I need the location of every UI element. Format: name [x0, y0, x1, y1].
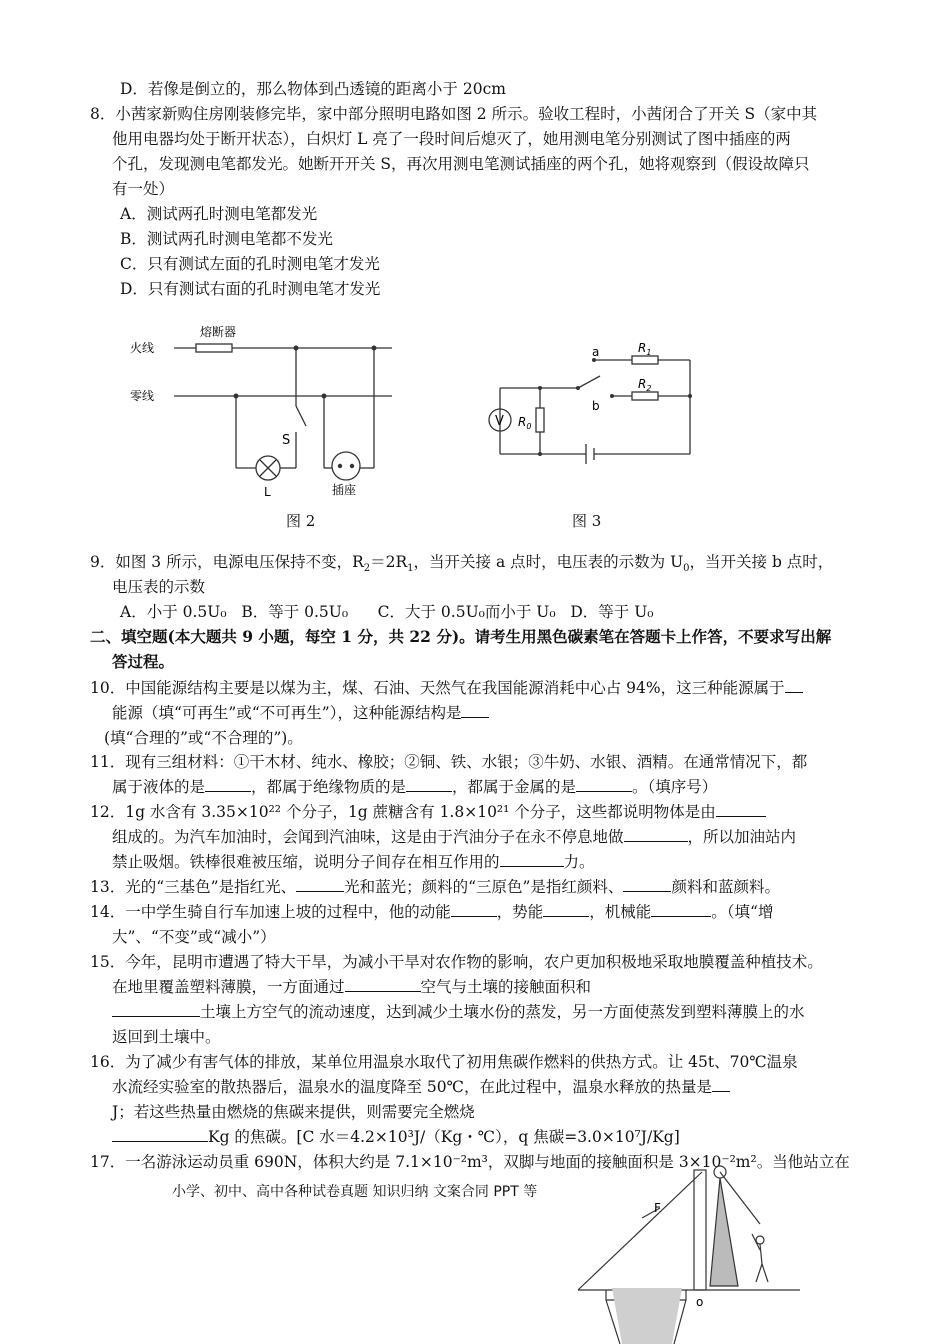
q10-line-2: 能源（填“可再生”或“不可再生”），这种能源结构是 — [112, 703, 489, 723]
q10-line-3: (填“合理的”或“不合理的”)。 — [104, 729, 303, 747]
q9-line-2: 电压表的示数 — [112, 578, 206, 596]
live-wire-label: 火线 — [130, 341, 155, 355]
q12-line-3: 禁止吸烟。铁棒很难被压缩，说明分子间存在相互作用的 力。 — [112, 853, 595, 871]
figure-2-circuit — [130, 320, 410, 500]
q14-line-2: 大”、“不变”或“减小”） — [112, 928, 276, 946]
q8-option-c: C．只有测试左面的孔时测电笔才发光 — [120, 255, 380, 273]
q8-option-d: D．只有测试右面的孔时测电笔才发光 — [120, 280, 381, 298]
q8-option-b: B．测试两孔时测电笔都不发光 — [120, 230, 333, 248]
q9-line-1: 9．如图 3 所示，电源电压保持不变，$R_2=2R_1$，当开关接 a 点时，电压表的示数为 $U_0$，当开关接 b 点时， — [90, 553, 834, 575]
q8-line-2: 他用电器均处于断开状态），白炽灯 L 亮了一段时间后熄灭了，她用测电笔分别测试了图中插座的两 — [112, 130, 791, 148]
pivot-label: o — [696, 1295, 704, 1309]
q8-line-1: 8．小茜家新购住房刚装修完毕，家中部分照明电路如图 2 所示。验收工程时，小茜闭合了开关 S（家中其 — [90, 105, 818, 123]
section-2-heading: 二、填空题(本大题共 9 小题，每空 1 分，共 22 分)。请考生用黑色碳素笔在答题卡上作答，不要求写出解 — [90, 627, 832, 646]
figure-3-caption: 图 3 — [572, 512, 602, 530]
q13-line: 13．光的“三基色”是指红光、 光和蓝光；颜料的“三原色”是指红颜料、 颜料和蓝颜料。 — [90, 878, 780, 896]
q16-line-3: J；若这些热量由燃烧的焦碳来提供，则需要完全燃烧 — [112, 1103, 475, 1121]
q9-options: A．小于 0.5U₀ B．等于 0.5U₀ C．大于 0.5U₀而小于 U₀ D．等于 U₀ — [120, 603, 654, 621]
q8-line-4: 有一处） — [112, 180, 175, 198]
q14-line-1: 14．一中学生骑自行车加速上坡的过程中，他的动能 ，势能 ，机械能 。（填“增 — [90, 903, 774, 921]
point-b-label: b — [592, 399, 600, 413]
force-label: F — [654, 1201, 661, 1215]
figure-2-caption: 图 2 — [286, 512, 316, 530]
q10-line-1: 10．中国能源结构主要是以煤为主，煤、石油、天然气在我国能源消耗中心占 94%，这三种能源属于 — [90, 678, 803, 698]
socket-label: 插座 — [332, 483, 357, 497]
fuse-symbol — [196, 344, 232, 352]
q8-line-3: 个孔，发现测电笔都发光。她断开开关 S，再次用测电笔测试插座的两个孔，她将观察到（假设故障只 — [112, 155, 810, 173]
section-2-heading-cont: 答过程。 — [112, 652, 175, 671]
q15-line-2: 在地里覆盖塑料薄膜，一方面通过 空气与土壤的接触面积和 — [112, 978, 592, 996]
q16-line-2: 水流经实验室的散热器后，温泉水的温度降至 50℃，在此过程中，温泉水释放的热量是 — [112, 1077, 730, 1097]
q11-line-2: 属于液体的是 ，都属于绝缘物质的是 ，都属于金属的是 。（填序号） — [112, 778, 718, 796]
q12-line-2: 组成的。为汽车加油时，会闻到汽油味，这是由于汽油分子在永不停息地做 ，所以加油站内 — [112, 828, 797, 846]
switch-label: S — [282, 433, 291, 448]
q15-line-4: 返回到土壤中。 — [112, 1028, 221, 1046]
r2-label: $R_2$ — [638, 377, 652, 393]
figure-17-lever — [570, 1160, 870, 1344]
q17-line-1: 17．一名游泳运动员重 690N，体积大约是 7.1×10⁻²m³，双脚与地面的接触面积是 3×10⁻²m²。当他站立在 — [90, 1153, 850, 1171]
q16-line-4: Kg 的焦碳。[C 水＝4.2×10³J/（Kg・℃），q 焦碳=3.0×10⁷J/Kg] — [112, 1127, 680, 1147]
r1-label: $R_1$ — [638, 341, 652, 357]
q15-line-1: 15．今年，昆明市遭遇了特大干旱，为减小干旱对农作物的影响，农户更加积极地采取地膜覆盖种植技术。 — [90, 953, 823, 971]
q11-line-1: 11．现有三组材料：①干木材、纯水、橡胶；②铜、铁、水银；③牛奶、水银、酒精。在通常情况下，都 — [90, 753, 808, 771]
q7-option-d: D．若像是倒立的，那么物体到凸透镜的距离小于 20cm — [120, 80, 506, 98]
q15-line-3: 土壤上方空气的流动速度，达到减少土壤水份的蒸发，另一方面使蒸发到塑料薄膜上的水 — [112, 1002, 805, 1022]
r0-label: $R_0$ — [518, 415, 532, 431]
neutral-wire-label: 零线 — [130, 389, 155, 403]
point-a-label: a — [592, 345, 600, 359]
fuse-label: 熔断器 — [200, 325, 237, 339]
figure-3-circuit — [482, 340, 702, 470]
lamp-label: L — [264, 485, 271, 499]
q12-line-1: 12．1g 水含有 3.35×10²² 个分子，1g 蔗糖含有 1.8×10²¹ 个分子，这些都说明物体是由 — [90, 802, 766, 822]
q8-option-a: A．测试两孔时测电笔都发光 — [120, 205, 318, 223]
footer-text: 小学、初中、高中各种试卷真题 知识归纳 文案合同 PPT 等 — [172, 1184, 538, 1200]
voltmeter-label: V — [495, 414, 504, 429]
q16-line-1: 16．为了减少有害气体的排放，某单位用温泉水取代了初用焦碳作燃料的供热方式。让 45t、70℃温泉 — [90, 1053, 798, 1071]
